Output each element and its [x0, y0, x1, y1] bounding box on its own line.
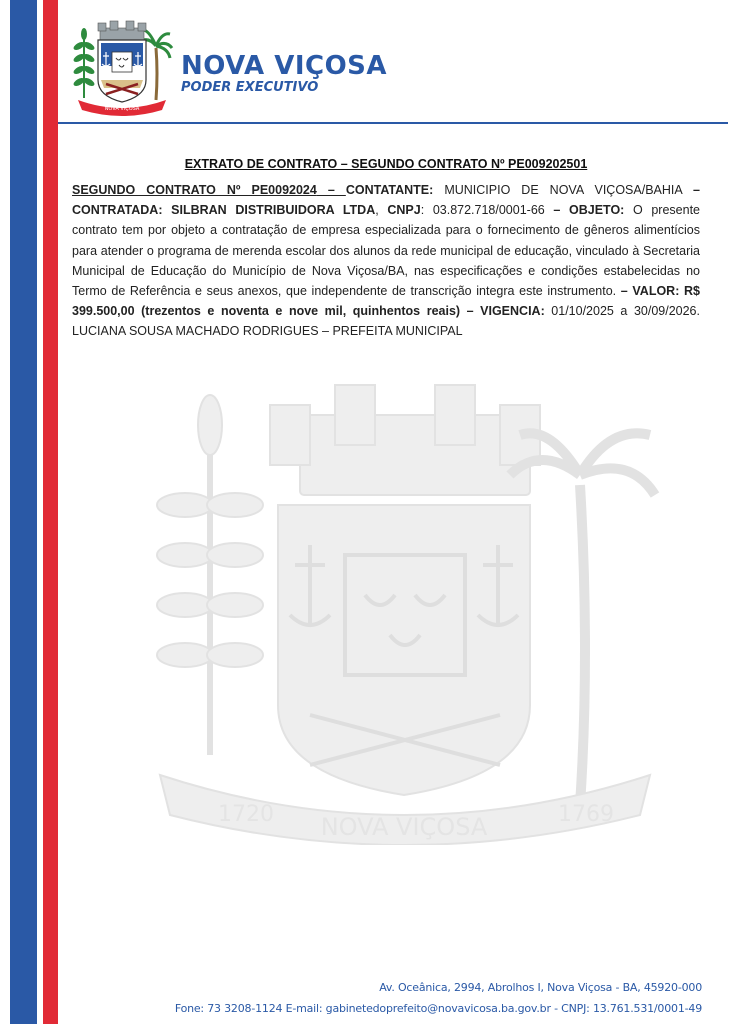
separator: ,: [375, 203, 388, 218]
contratada-label: CONTRATADA: SILBRAN DISTRIBUIDORA LTDA: [72, 203, 376, 218]
document-body: [72, 180, 700, 342]
coat-of-arms-watermark-icon: [150, 375, 660, 845]
objeto-label: – OBJETO:: [553, 203, 625, 218]
valor-label: – VALOR: R$ 399.500,00 (trezentos e noventa e nove mil, quinhentos reais): [72, 284, 700, 319]
watermark-banner-text: NOVA VIÇOSA: [320, 813, 488, 841]
coat-of-arms-icon: [70, 18, 174, 116]
brand-name: NOVA VIÇOSA: [181, 51, 388, 81]
footer-contact: Fone: 73 3208-1124 E-mail: gabinetedoprefeito@novavicosa.ba.gov.br - CNPJ: 13.761.531/0001-49: [174, 1002, 702, 1015]
brand-block: [181, 52, 387, 96]
separator: –: [316, 183, 346, 197]
contract-label: SEGUNDO CONTRATO Nº PE0092024: [72, 183, 317, 197]
left-blue-stripe: [10, 0, 37, 1024]
cnpj-value: : 03.872.718/0001-66: [420, 203, 554, 218]
vigencia-label: – VIGENCIA:: [460, 304, 545, 319]
cnpj-label: CNPJ: [387, 203, 421, 218]
document-title: EXTRATO DE CONTRATO – SEGUNDO CONTRATO Nº PE009202501: [184, 157, 588, 171]
contratante-label: CONTATANTE:: [345, 183, 434, 197]
separator: –: [693, 183, 700, 197]
watermark-year-left: 1720: [218, 802, 274, 827]
left-red-stripe: [43, 0, 58, 1024]
objeto-value: O presente contrato tem por objeto a contratação de empresa especializada para o fornecimento de gêneros alimentícios para atender o programa de merenda escolar dos alunos da rede municipal de educação, vinculado à Secretaria Municipal de Educação do Município de Nova Viçosa/BA, nas especificações e condições estabelecidas no Termo de Referência e seus anexos, que independente de transcrição integra este instrumento.: [72, 203, 700, 299]
header-divider: [58, 122, 728, 124]
vigencia-value: 01/10/2025 a 30/09/2026. LUCIANA SOUSA MACHADO RODRIGUES – PREFEITA MUNICIPAL: [72, 304, 700, 339]
footer-address: Av. Oceânica, 2994, Abrolhos I, Nova Viçosa - BA, 45920-000: [379, 981, 702, 994]
svg-text:NOVA VIÇOSA: NOVA VIÇOSA: [104, 106, 140, 112]
watermark-year-right: 1769: [558, 802, 614, 827]
contratante-value: MUNICIPIO DE NOVA VIÇOSA/BAHIA: [433, 183, 694, 197]
brand-subtitle: PODER EXECUTIVO: [181, 80, 319, 95]
